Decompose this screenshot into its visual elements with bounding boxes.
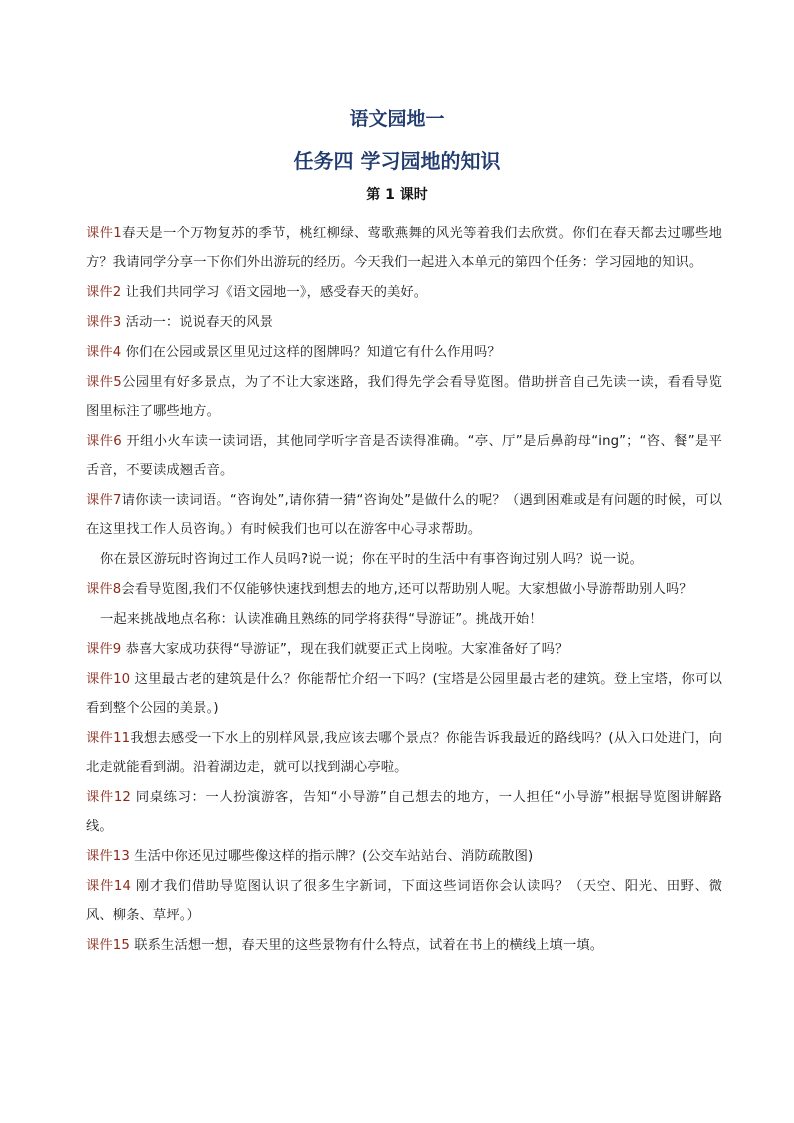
lesson-paragraph [86, 220, 722, 277]
lesson-paragraph [86, 369, 722, 426]
courseware-label: 课件5 [86, 375, 122, 391]
lesson-paragraph [86, 606, 722, 635]
task-subtitle: 任务四 学习园地的知识 [293, 149, 501, 173]
courseware-label: 课件7 [86, 492, 122, 508]
lesson-paragraph [86, 309, 722, 338]
paragraph-text: 春天是一个万物复苏的季节，桃红柳绿、莺歌燕舞的风光等着我们去欣赏。你们在春天都去过哪些地方？我请同学分享一下你们外出游玩的经历。今天我们一起进入本单元的第四个任务：学习园地的知识。 [86, 226, 722, 270]
paragraph-text: 开组小火车读一读词语，其他同学听字音是否读得准确。“亭、厅”是后鼻韵母“ing”；“咨、餐”是平舌音，不要读成翘舌音。 [86, 434, 722, 478]
paragraph-text: 活动一：说说春天的风景 [121, 314, 274, 330]
courseware-label: 课件2 [86, 284, 122, 300]
paragraph-text: 你在景区游玩时咨询过工作人员吗?说一说；你在平时的生活中有事咨询过别人吗？说一说。 [100, 551, 644, 567]
lesson-paragraph [86, 576, 722, 605]
paragraph-text: 你们在公园或景区里见过这样的图牌吗？知道它有什么作用吗？ [121, 345, 501, 361]
paragraph-text: 会看导览图,我们不仅能够快速找到想去的地方,还可以帮助别人呢。大家想做小导游帮助别人吗？ [121, 581, 693, 597]
paragraph-text: 生活中你还见过哪些像这样的指示牌？(公交车站站台、消防疏散图) [129, 848, 534, 864]
lesson-label: 第 1 课时 [366, 187, 428, 203]
paragraph-text: 我想去感受一下水上的别样风景,我应该去哪个景点？你能告诉我最近的路线吗？(从入口处进门，向北走就能看到湖。沿着湖边走，就可以找到湖心亭啦。 [86, 731, 722, 775]
lesson-paragraph [86, 873, 722, 930]
courseware-label: 课件14 [86, 878, 132, 894]
paragraph-text: 一起来挑战地点名称：认读准确且熟练的同学将获得“导游证”。挑战开始！ [100, 612, 543, 628]
lesson-paragraph [86, 725, 722, 782]
courseware-label: 课件10 [86, 672, 131, 688]
lesson-paragraph [86, 636, 722, 665]
lesson-paragraph [86, 666, 722, 723]
paragraph-text: 请你读一读词语。“咨询处”,请你猜一猜“咨询处”是做什么的呢？（遇到困难或是有问题的时候，可以在这里找工作人员咨询。）有时候我们也可以在游客中心寻求帮助。 [86, 492, 722, 537]
paragraph-text: 联系生活想一想，春天里的这些景物有什么特点，试着在书上的横线上填一填。 [129, 937, 604, 953]
courseware-label: 课件8 [86, 581, 122, 597]
paragraph-text: 让我们共同学习《语文园地一》，感受春天的美好。 [121, 284, 428, 300]
lesson-paragraph [86, 784, 722, 841]
lesson-paragraph [86, 279, 722, 308]
courseware-label: 课件3 [86, 314, 122, 330]
paragraph-text: 恭喜大家成功获得“导游证”，现在我们就要正式上岗啦。大家准备好了吗？ [121, 642, 569, 658]
lesson-content [86, 220, 722, 962]
courseware-label: 课件13 [86, 848, 130, 864]
paragraph-text: 这里最古老的建筑是什么？你能帮忙介绍一下吗？(宝塔是公园里最古老的建筑。登上宝塔，你可以看到整个公园的美景。) [86, 672, 722, 717]
lesson-paragraph [86, 339, 722, 368]
lesson-paragraph [86, 428, 722, 485]
lesson-paragraph [86, 843, 722, 872]
paragraph-text: 刚才我们借助导览图认识了很多生字新词，下面这些词语你会认读吗？（天空、阳光、田野、微风、柳条、草坪。） [86, 878, 722, 923]
document-title: 语文园地一 [349, 108, 445, 130]
courseware-label: 课件9 [86, 642, 122, 658]
lesson-paragraph [86, 487, 722, 544]
courseware-label: 课件6 [86, 434, 122, 450]
courseware-label: 课件12 [86, 790, 131, 805]
paragraph-text: 公园里有好多景点，为了不让大家迷路，我们得先学会看导览图。借助拼音自己先读一读，看看导览图里标注了哪些地方。 [86, 375, 722, 419]
courseware-label: 课件1 [86, 226, 122, 241]
paragraph-text: 同桌练习：一人扮演游客，告知“小导游”自己想去的地方，一人担任“小导游”根据导览图讲解路线。 [86, 790, 723, 834]
courseware-label: 课件11 [86, 731, 131, 747]
courseware-label: 课件4 [86, 345, 122, 361]
lesson-paragraph [86, 932, 722, 961]
courseware-label: 课件15 [86, 937, 130, 953]
lesson-paragraph [86, 546, 722, 575]
